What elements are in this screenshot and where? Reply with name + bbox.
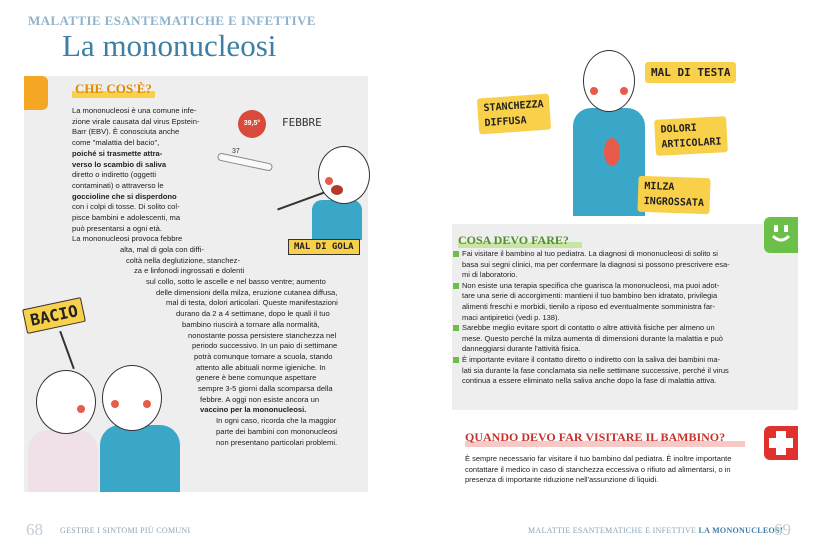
child-open-mouth-illustration [318,146,370,204]
text-line: presenza di importante riduzione nell'assunzione di liquidi. [465,475,659,485]
text-line: pisce bambini e adolescenti, ma [72,213,181,223]
text-line: continua a essere eliminato nella saliva anche dopo la fase di malattia attiva. [462,376,717,386]
text-line: contaminati) o attraverso le [72,180,164,190]
page-title: La mononucleosi [62,28,277,63]
girl-body-illustration [28,430,98,492]
text-line: mi di laboratorio. [462,270,518,280]
sick-child-illustration [583,50,635,112]
girl-kissing-illustration [36,370,96,434]
bullet-icon [453,283,459,289]
bullet-icon [453,357,459,363]
quando-heading: QUANDO DEVO FAR VISITARE IL BAMBINO? [465,430,726,444]
text-line: Barr (EBV). È conosciuta anche [72,127,180,137]
bullet-icon [453,325,459,331]
spleen-icon [604,138,620,166]
text-line: delle dimensioni della milza, eruzione cutanea diffusa, [156,287,338,297]
text-line: Sarebbe meglio evitare sport di contatto o altre attività fisiche per almeno un [462,323,715,333]
text-line: alta, mal di gola con diffi- [120,245,204,254]
text-line: attento alle abituali norme igieniche. In [196,362,326,372]
fatigue-label [477,94,552,135]
text-line: diretto o indiretto (oggetti [72,170,157,180]
headache-label: MAL DI TESTA [645,62,736,83]
text-line: basa sui segni clinici, ma per confermare la diagnosi si possono prescrivere esa- [462,259,730,269]
text-line: periodo successivo. In un paio di settimane [192,341,338,351]
text-line: Fai visitare il bambino al tuo pediatra. La diagnosi di mononucleosi di solito si [462,249,718,258]
text-line: contattare il medico in caso di stanchezza eccessiva o rifiuto ad alimentarsi, o in [465,464,731,474]
text-line: può presentarsi a ogni età. [72,223,162,233]
text-line: Non esiste una terapia specifica che guarisca la mononucleosi, ma puoi adot- [462,280,720,290]
text-line: La mononucleosi provoca febbre [72,234,183,244]
label-line: DOLORI [660,122,698,136]
text-line: mal di testa, dolori articolari. Queste manifestazioni [166,298,338,308]
text-line: lati sia durante la fase conclamata sia nelle settimane successive, perché il virus [462,365,729,375]
text-line: È sempre necessario far visitare il tuo bambino dal pediatra. È inoltre importante [465,454,732,463]
text-line: poiché si trasmette attra- [72,148,163,158]
section-title: MALATTIE ESANTEMATICHE E INFETTIVE [28,13,316,28]
cheek-icon [325,177,333,185]
text-line: La mononucleosi è una comune infe- [72,106,197,115]
quando-text [465,454,731,486]
boy-illustration [102,365,162,431]
text-line: È importante evitare il contatto diretto o indiretto con la saliva dei bambini ma- [462,354,721,364]
text-line: nonostante possa persistere stanchezza nel [188,330,337,340]
cheek-icon [620,87,628,95]
bullet-icon [453,251,459,257]
text-line: non presentano particolari problemi. [216,437,338,447]
cosa-fare-list [453,249,730,387]
text-line: potrà comunque tornare a scuola, stando [194,351,333,361]
text-line: goccioline che si disperdono [72,191,177,201]
text-line: verso lo scambio di saliva [72,159,167,169]
text-line: parte dei bambini con mononucleosi [216,426,338,436]
text-line: coltà nella deglutizione, stanchez- [126,255,240,265]
cheek-icon [590,87,598,95]
list-item [453,355,730,387]
smile-icon [770,222,792,246]
text-line: genere è bene comunque aspettare [196,373,317,383]
sore-throat-label: MAL DI GOLA [288,239,360,255]
text-line: durano da 2 a 4 settimane, dopo le quali il tuo [176,309,330,319]
page-number-left: 68 [26,520,43,539]
text-line: bambino riuscirà a tornare alla normalità, [182,319,320,329]
child-body-illustration [312,200,362,240]
cheek-icon [77,405,85,413]
cheek-icon [111,400,119,408]
boy-body-illustration [100,425,180,492]
cosa-fare-heading: COSA DEVO FARE? [458,233,569,247]
fever-label: FEBBRE [282,116,322,129]
text-line: con i colpi di tosse. Di solito col- [72,202,180,212]
text-line: febbre. A oggi non esiste ancora un [200,394,320,404]
text-line: vaccino per la mononucleosi. [200,405,307,415]
label-line: MILZA [644,180,675,194]
footer-right-text [528,526,783,535]
che-cose-heading: CHE COS'È? [72,80,155,98]
text-line: mese. Questo perché la milza aumenta di dimensioni durante la malattia e può [462,333,723,343]
mouth-icon [331,185,343,195]
text-line: sul collo, sotto le ascelle e nel basso ventre; aumento [146,277,326,286]
text-line: tare una serie di accorgimenti: mantieni il tuo bambino ben idratato, privilegia [462,291,718,301]
text-line: alimenti freschi e morbidi, tienilo a riposo ed eventualmente somministra far- [462,301,716,311]
thermometer-scale-label: 37 [232,148,240,155]
text-line: danneggiarsi durante l'attività fisica. [462,344,581,354]
che-cose-text-bottom [146,277,338,448]
label-line: DIFFUSA [484,115,528,130]
text-line: zione virale causata dal virus Epstein- [72,116,200,126]
text-line: come "malattia del bacio", [72,138,160,148]
orange-tab-marker [24,76,48,110]
kiss-sign: BACIO [22,297,86,334]
label-line: STANCHEZZA [483,98,545,115]
footer-section: MALATTIE ESANTEMATICHE E INFETTIVE [528,526,697,535]
page-number-right: 69 [774,520,791,539]
thermometer-reading-icon: 39,5° [238,110,266,138]
joint-pain-label [654,116,728,156]
list-item [453,323,730,355]
che-cose-text-mid [120,245,244,277]
list-item [453,249,730,281]
label-line: INGROSSATA [643,195,705,210]
medical-cross-icon-bar [769,438,793,448]
footer-left-text: GESTIRE I SINTOMI PIÙ COMUNI [60,526,191,535]
label-line: ARTICOLARI [661,136,722,151]
list-item [453,281,730,323]
enlarged-spleen-label [637,176,710,214]
text-line: za e linfonodi ingrossati e dolenti [134,266,245,276]
text-line: sempre 3-5 giorni dalla scomparsa della [198,384,333,394]
footer-topic: LA MONONUCLEOSI [698,526,784,535]
text-line: In ogni caso, ricorda che la maggior [216,416,337,426]
cheek-icon [143,400,151,408]
text-line: maci antipiretici (vedi p. 138). [462,312,560,322]
che-cose-text-top [72,106,199,245]
